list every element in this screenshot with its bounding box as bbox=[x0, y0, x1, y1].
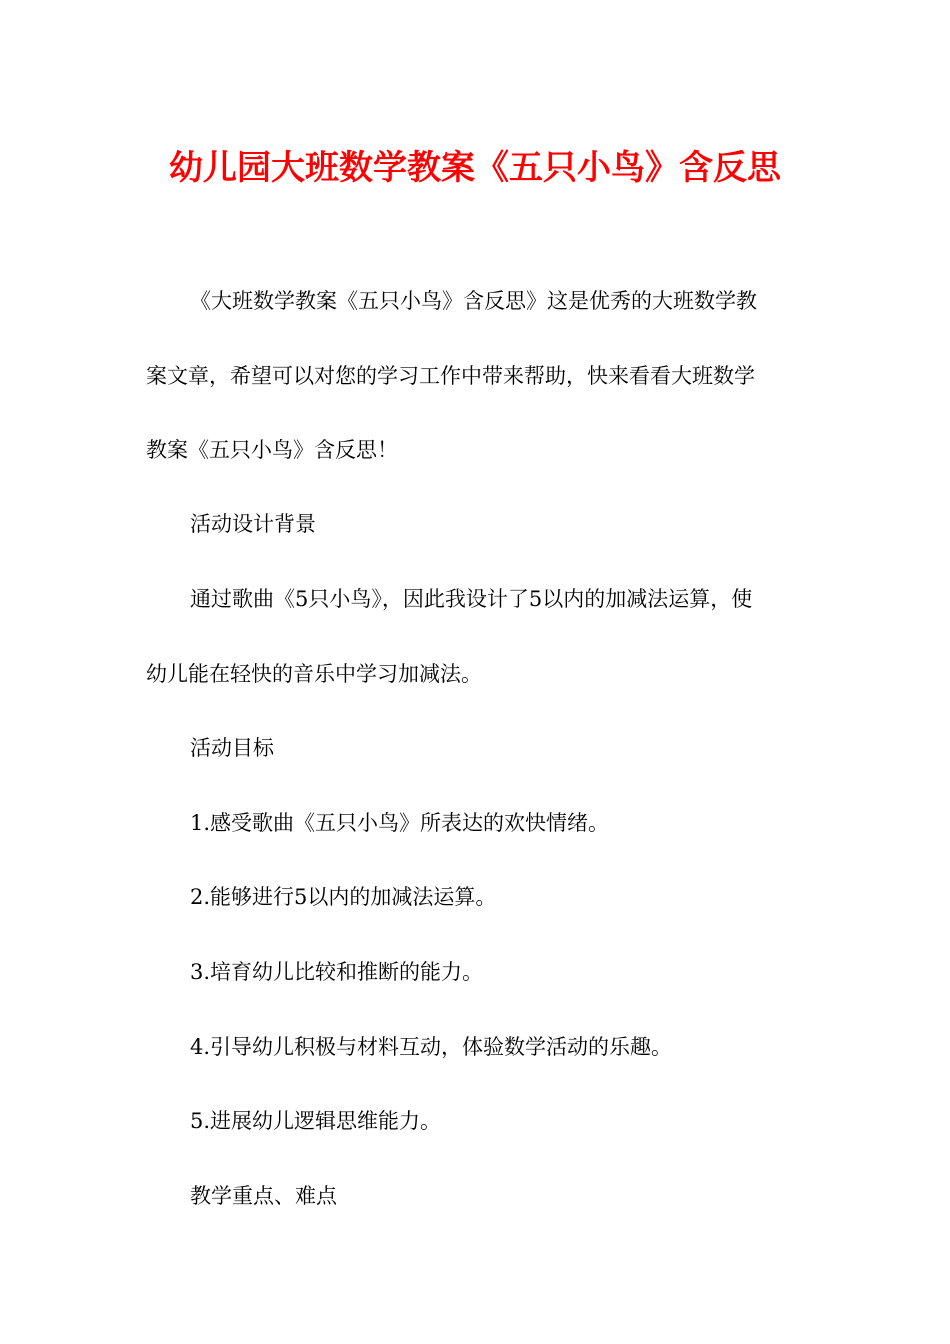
background-heading: 活动设计背景 bbox=[190, 512, 316, 536]
key-points-heading: 教学重点、难点 bbox=[190, 1184, 337, 1208]
intro-line-2: 案文章，希望可以对您的学习工作中带来帮助，快来看看大班数学 bbox=[146, 364, 755, 388]
intro-line-1: 《大班数学教案《五只小鸟》含反思》这是优秀的大班数学教 bbox=[190, 289, 757, 313]
background-line-1: 通过歌曲《5只小鸟》，因此我设计了5以内的加减法运算，使 bbox=[190, 587, 753, 611]
goal-item-3: 3.培育幼儿比较和推断的能力。 bbox=[190, 960, 484, 984]
goal-item-1: 1.感受歌曲《五只小鸟》所表达的欢快情绪。 bbox=[190, 811, 610, 835]
background-line-2: 幼儿能在轻快的音乐中学习加减法。 bbox=[146, 662, 482, 686]
document-title: 幼儿园大班数学教案《五只小鸟》含反思 bbox=[169, 148, 781, 188]
intro-line-3: 教案《五只小鸟》含反思！ bbox=[146, 438, 398, 462]
goal-item-4: 4.引导幼儿积极与材料互动，体验数学活动的乐趣。 bbox=[190, 1035, 673, 1059]
goal-item-5: 5.进展幼儿逻辑思维能力。 bbox=[190, 1109, 442, 1133]
goals-heading: 活动目标 bbox=[190, 736, 274, 760]
goal-item-2: 2.能够进行5以内的加减法运算。 bbox=[190, 885, 497, 909]
